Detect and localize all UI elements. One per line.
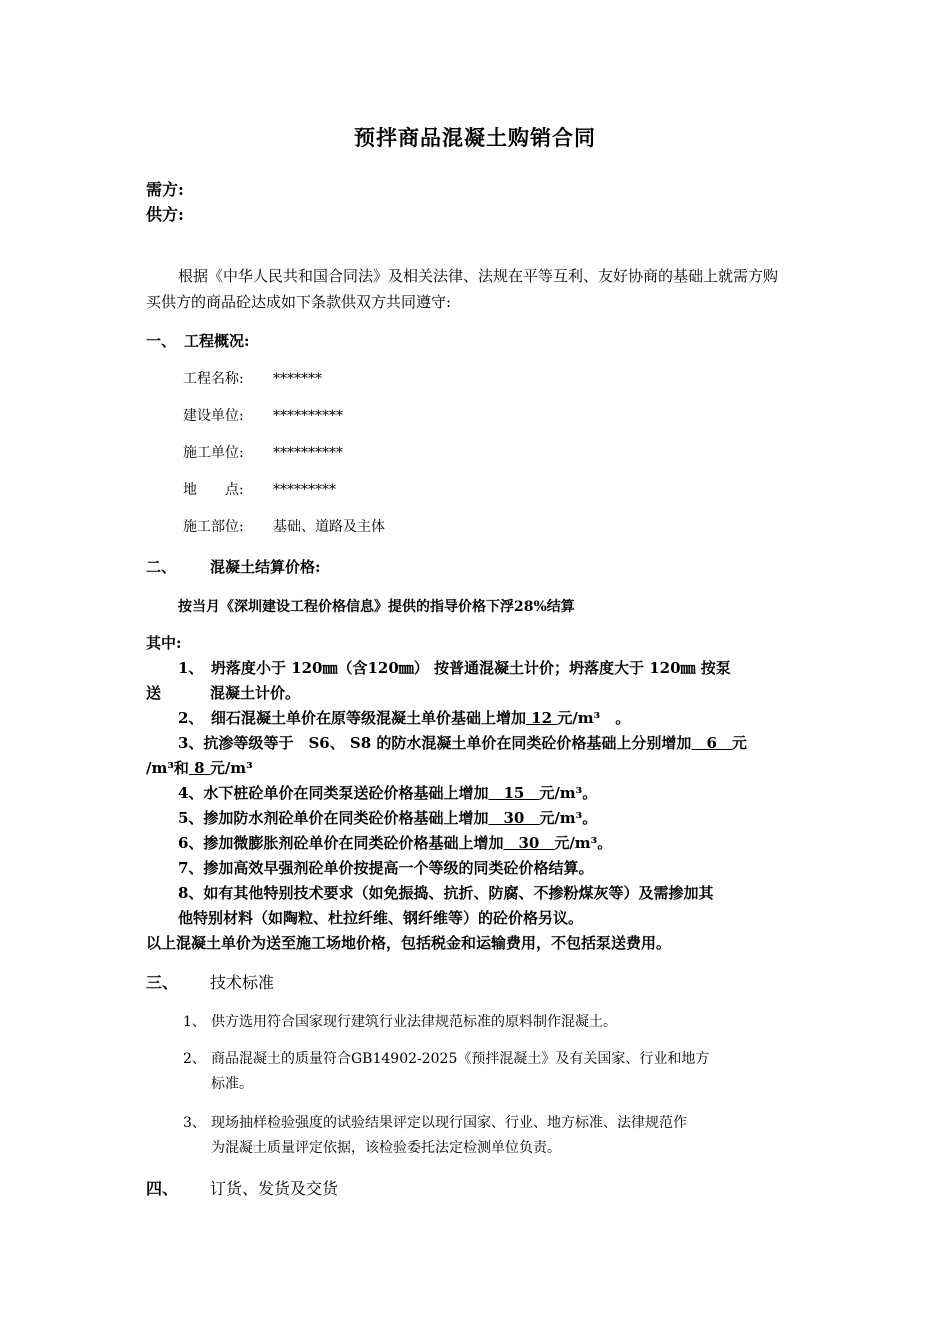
clause-3-cont: /m³和 xyxy=(146,759,189,777)
contractor-row xyxy=(183,442,343,462)
standard-item-2 xyxy=(183,1048,709,1068)
standard-item-3-text: 现场抽样检验强度的试验结果评定以现行国家、行业、地方标准、法律规范作 xyxy=(211,1115,687,1131)
standard-item-2-num: 2、 xyxy=(183,1051,206,1067)
clause-6-value: 30 xyxy=(503,834,555,852)
contractor-value: ********** xyxy=(273,445,343,461)
clause-4 xyxy=(178,782,597,803)
clause-3-value-2: 8 xyxy=(188,759,210,777)
standard-item-1-num: 1、 xyxy=(183,1014,206,1030)
work-part-label: 施工部位: xyxy=(183,519,244,535)
clause-5 xyxy=(178,807,597,828)
clause-2-value: 12 xyxy=(525,709,558,727)
clause-5-unit: 元/m³。 xyxy=(539,809,598,827)
project-name-label: 工程名称: xyxy=(183,371,244,387)
document-title: 预拌商品混凝土购销合同 xyxy=(354,125,596,150)
price-note: 以上混凝土单价为送至施工场地价格，包括税金和运输费用，不包括泵送费用。 xyxy=(146,934,672,952)
clause-8-line1: 8、如有其他特别技术要求（如免振捣、抗折、防腐、不掺粉煤灰等）及需掺加其 xyxy=(178,884,714,902)
standard-item-2-text: 商品混凝土的质量符合GB14902-2025《预拌混凝土》及有关国家、行业和地方 xyxy=(211,1051,710,1067)
section4-number: 四、 xyxy=(146,1179,179,1198)
clause-1-line2 xyxy=(146,682,300,703)
clause-4-value: 15 xyxy=(488,784,540,802)
seller-label: 供方: xyxy=(146,205,184,224)
clause-1-text: 混凝土计价。 xyxy=(210,684,301,702)
clause-1-line1: 1、 坍落度小于 120㎜（含120㎜） 按普通混凝土计价；坍落度大于 120㎜ 按泵 xyxy=(178,659,731,677)
clause-3-unit-1: 元 xyxy=(731,734,747,752)
contractor-label: 施工单位: xyxy=(183,445,244,461)
section1-title: 工程概况: xyxy=(184,332,250,350)
clause-3-unit-2: 元/m³ xyxy=(209,759,253,777)
price-basis: 按当月《深圳建设工程价格信息》提供的指导价格下浮28%结算 xyxy=(178,599,575,615)
clause-2-unit: 元/m³ 。 xyxy=(557,709,631,727)
clause-3-line1 xyxy=(178,732,747,753)
standard-item-2-cont: 标准。 xyxy=(211,1076,253,1092)
builder-row xyxy=(183,405,343,425)
builder-label: 建设单位: xyxy=(183,408,244,424)
clause-3-text: 3、抗渗等级等于 S6、 S8 的防水混凝土单价在同类砼价格基础上分别增加 xyxy=(178,734,692,752)
section4-title: 订货、发货及交货 xyxy=(210,1179,339,1198)
section3-title: 技术标准 xyxy=(210,973,275,992)
among-label: 其中: xyxy=(146,634,182,652)
work-part-row xyxy=(183,516,385,536)
clause-5-value: 30 xyxy=(488,809,540,827)
clause-5-text: 5、掺加防水剂砼单价在同类砼价格基础上增加 xyxy=(178,809,489,827)
project-name-value: ******* xyxy=(273,371,322,387)
clause-3-line2 xyxy=(146,757,253,778)
clause-3-value-1: 6 xyxy=(691,734,732,752)
buyer-label: 需方: xyxy=(146,180,184,199)
location-row xyxy=(183,479,336,499)
clause-6-unit: 元/m³。 xyxy=(554,834,613,852)
clause-2 xyxy=(178,707,630,728)
clause-6-text: 6、掺加微膨胀剂砼单价在同类砼价格基础上增加 xyxy=(178,834,504,852)
location-label: 地 点: xyxy=(183,482,244,498)
clause-7: 7、掺加高效早强剂砼单价按提高一个等级的同类砼价格结算。 xyxy=(178,859,594,877)
section3-number: 三、 xyxy=(146,973,179,992)
clause-4-unit: 元/m³。 xyxy=(539,784,598,802)
location-value: ********* xyxy=(273,482,336,498)
section1-number: 一、 xyxy=(146,332,177,350)
standard-item-1-text: 供方选用符合国家现行建筑行业法律规范标准的原料制作混凝土。 xyxy=(211,1014,617,1030)
intro-paragraph: 根据《中华人民共和国合同法》及相关法律、法规在平等互利、友好协商的基础上就需方购买供方的商品砼达成如下条款供双方共同遵守: xyxy=(146,267,779,311)
section2-heading xyxy=(146,556,321,577)
section2-title: 混凝土结算价格: xyxy=(210,558,321,576)
builder-value: ********** xyxy=(273,408,343,424)
standard-item-3-num: 3、 xyxy=(183,1115,206,1131)
clause-1-prefix: 送 xyxy=(146,684,162,702)
clause-6 xyxy=(178,832,612,853)
clause-2-text: 2、 细石混凝土单价在原等级混凝土单价基础上增加 xyxy=(178,709,526,727)
standard-item-3-cont: 为混凝土质量评定依据，该检验委托法定检测单位负责。 xyxy=(211,1140,561,1156)
work-part-value: 基础、道路及主体 xyxy=(273,519,385,535)
clause-8-line2: 他特别材料（如陶粒、杜拉纤维、钢纤维等）的砼价格另议。 xyxy=(178,909,584,927)
standard-item-3 xyxy=(183,1112,687,1132)
standard-item-1 xyxy=(183,1011,617,1031)
clause-4-text: 4、水下桩砼单价在同类泵送砼价格基础上增加 xyxy=(178,784,489,802)
section2-number: 二、 xyxy=(146,558,177,576)
section3-heading xyxy=(146,970,274,993)
project-name-row xyxy=(183,368,322,388)
section4-heading xyxy=(146,1176,338,1199)
section1-heading xyxy=(146,330,250,351)
